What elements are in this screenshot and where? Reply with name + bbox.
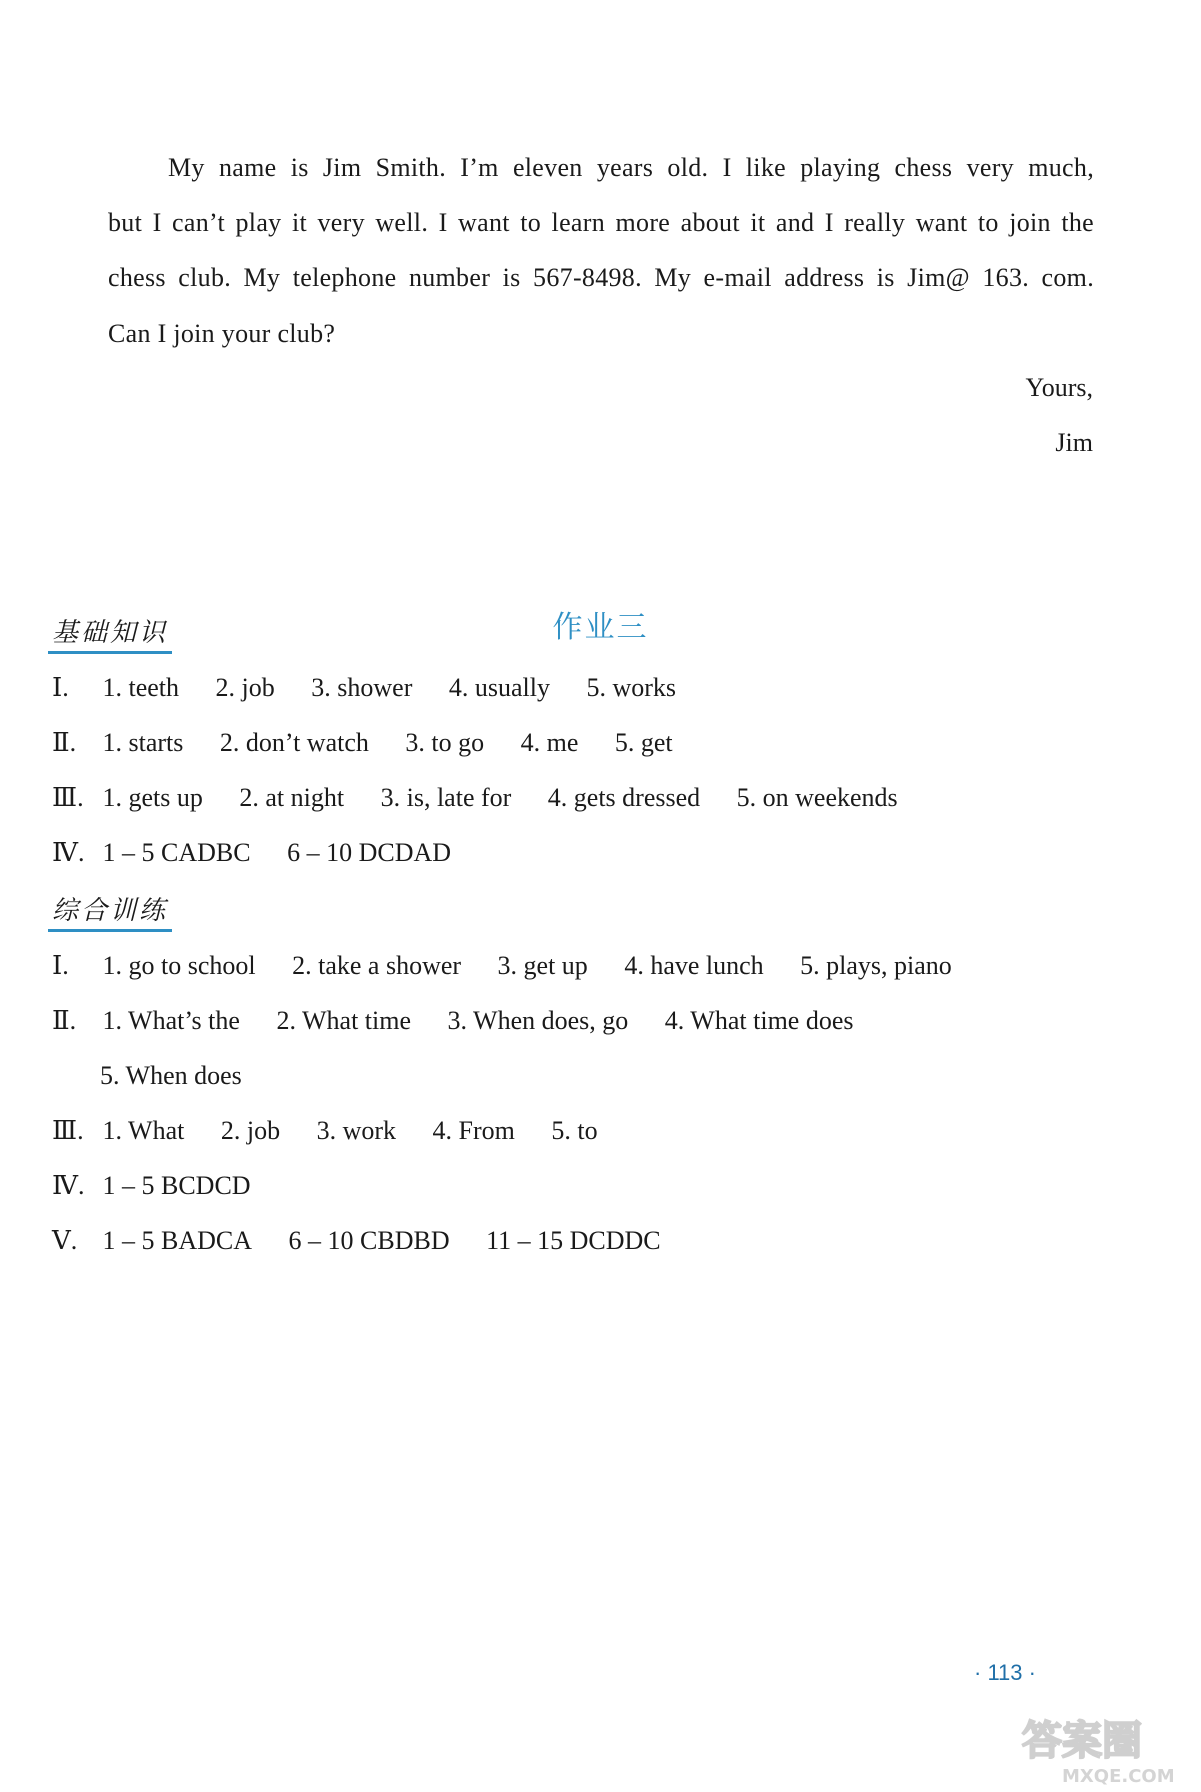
answer-item: 2. take a shower [292,951,462,980]
row-numeral: Ⅳ. [52,838,85,867]
answer-item: 1. What’s the [102,1006,240,1035]
row-numeral: Ⅱ. [52,728,77,757]
answer-item: 4. have lunch [624,951,764,980]
answer-item: 5. to [551,1116,598,1145]
answer-item: 1 – 5 CADBC [102,838,251,867]
letter-line-3: chess club. My telephone number is 567-8498. My e-mail address is Jim@ 163. com. [108,263,1094,292]
row-numeral: Ⅲ. [52,783,84,812]
answer-row [52,1225,691,1257]
row-numeral: Ⅰ. [52,673,69,702]
answer-item: 4. me [520,728,579,757]
svg-text:答案圈: 答案圈 [1022,1718,1142,1764]
answer-item: 1. gets up [102,783,203,812]
answer-item: 2. job [220,1116,281,1145]
answer-item: 3. shower [311,673,413,702]
answer-item: 5. works [586,673,677,702]
answer-item: 1 – 5 BADCA [102,1226,253,1255]
answer-item: 4. usually [448,673,550,702]
answer-row [52,727,703,759]
answer-item: 3. When does, go [447,1006,629,1035]
letter-line-2: but I can’t play it very well. I want to learn more about it and I really want to join the [108,208,1094,237]
answer-item: 2. job [215,673,275,702]
answer-item: 5. on weekends [736,783,898,812]
row-numeral: Ⅱ. [52,1006,77,1035]
answer-item: 6 – 10 CBDBD [288,1226,450,1255]
answer-item: 2. at night [239,783,345,812]
answer-item: 1. teeth [102,673,180,702]
answer-row [52,1170,281,1202]
watermark-logo [1018,1702,1190,1788]
answer-row [100,1060,272,1092]
answer-item: 5. get [614,728,673,757]
row-numeral: Ⅰ. [52,951,69,980]
answer-item: 1 – 5 BCDCD [102,1171,251,1200]
answer-row [52,782,928,814]
answer-item: 3. work [316,1116,397,1145]
answer-item: 4. What time does [664,1006,854,1035]
answer-row [52,1115,628,1147]
answer-item: 5. plays, piano [800,951,952,980]
answer-item: 2. What time [276,1006,411,1035]
section-label-comprehensive: 综合训练 [48,890,172,932]
letter-closing: Yours, [1025,373,1093,402]
answer-item: 4. From [432,1116,515,1145]
answer-item: 3. get up [497,951,588,980]
row-numeral: Ⅲ. [52,1116,84,1145]
answer-item: 11 – 15 DCDDC [486,1226,661,1255]
letter-line-4: Can I join your club? [108,319,336,348]
answer-item: 6 – 10 DCDAD [287,838,452,867]
answer-row [52,672,706,704]
answer-item: 1. What [102,1116,185,1145]
answer-item: 3. to go [405,728,485,757]
answer-item: 1. go to school [102,951,256,980]
answer-item: 2. don’t watch [219,728,369,757]
row-numeral: Ⅳ. [52,1171,85,1200]
letter-signature: Jim [1055,428,1093,457]
section-label-basic: 基础知识 [48,612,172,654]
answer-item: 5. When does [100,1061,242,1090]
page-heading: 作业三 [552,610,649,645]
row-numeral: Ⅴ. [52,1226,78,1255]
answer-item: 3. is, late for [380,783,512,812]
answer-item: 1. starts [102,728,184,757]
answer-row [52,950,982,982]
answer-row [52,837,481,869]
svg-text:MXQE.COM: MXQE.COM [1062,1766,1175,1787]
page-number: · 113 · [974,1660,1036,1685]
letter-line-1: My name is Jim Smith. I’m eleven years old. I like playing chess very much, [168,153,1094,182]
answer-item: 4. gets dressed [547,783,701,812]
answer-row [52,1005,883,1037]
